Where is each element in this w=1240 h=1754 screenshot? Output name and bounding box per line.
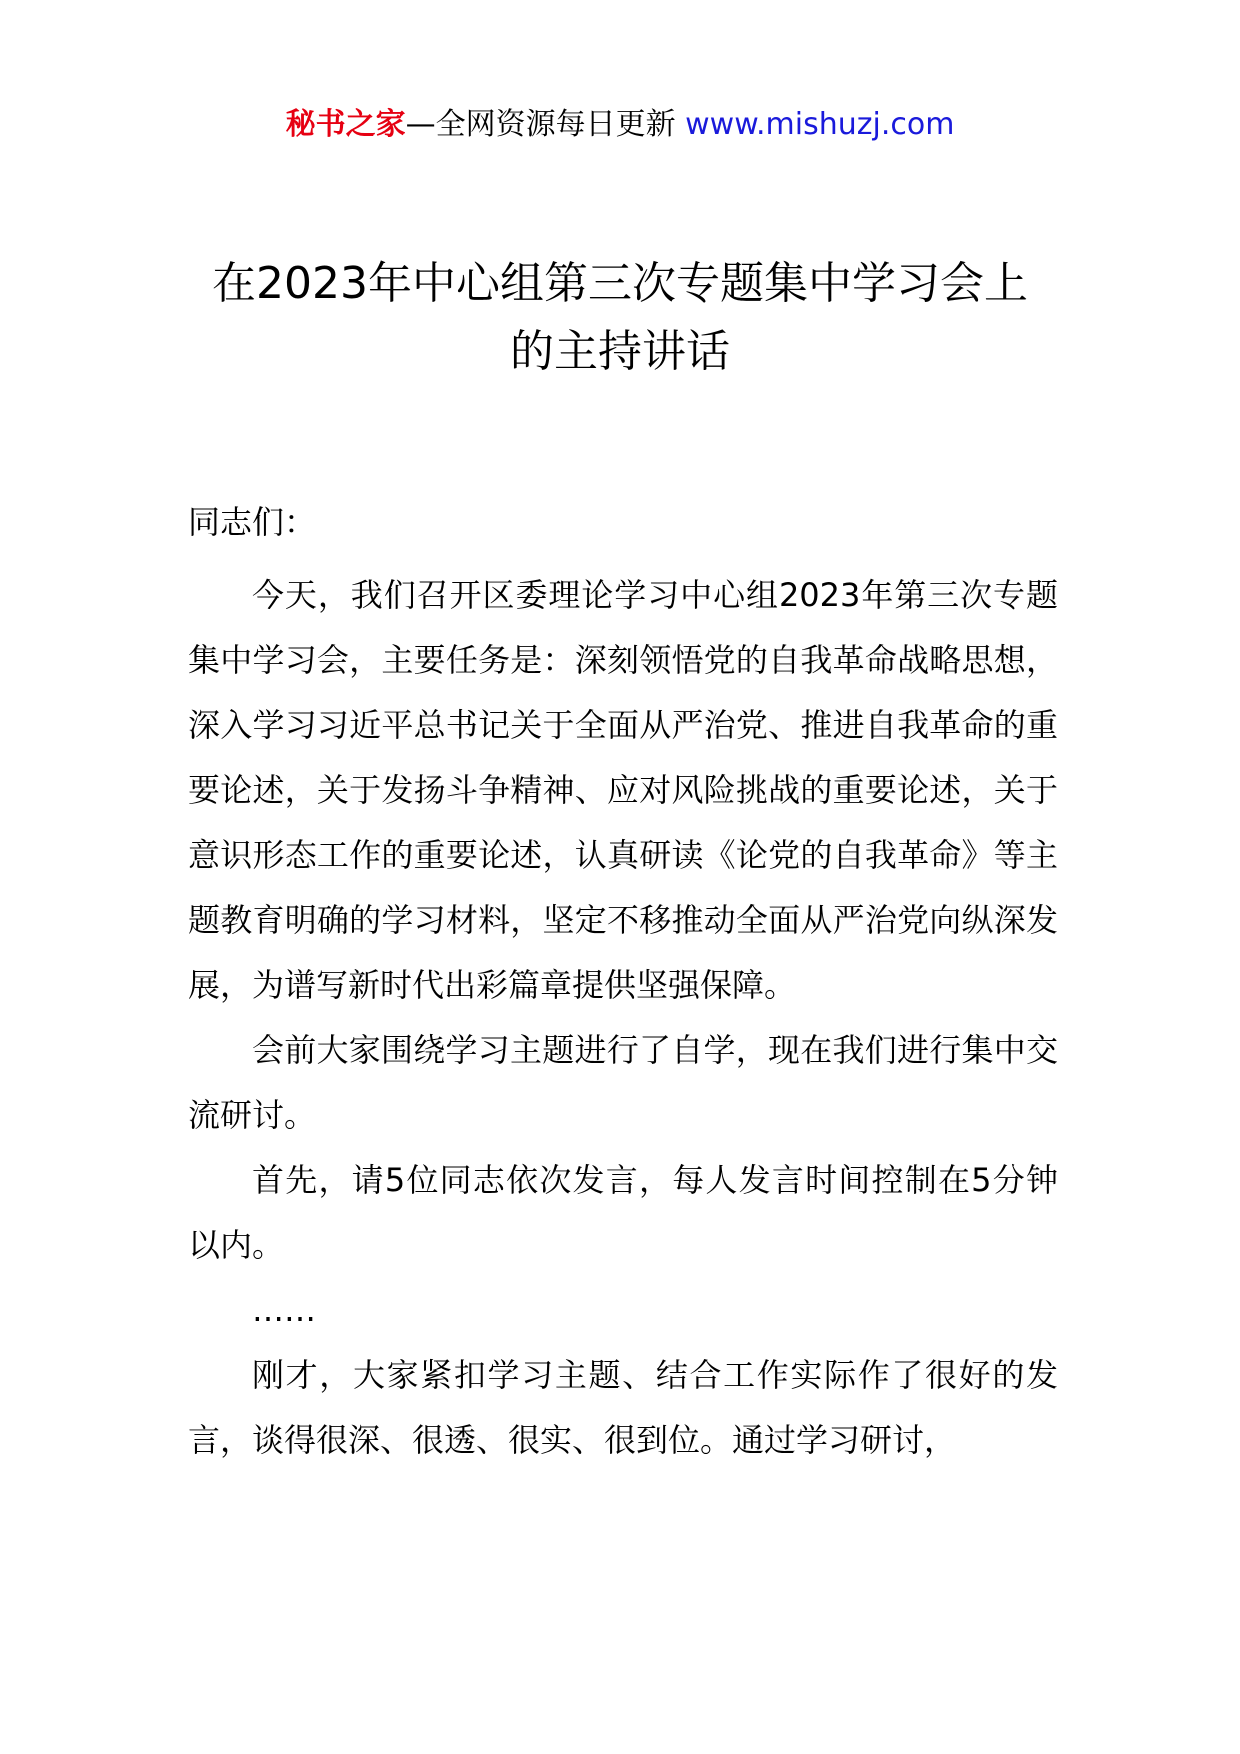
ellipsis-paragraph: …… xyxy=(252,1291,316,1329)
paragraph-1: 今天，我们召开区委理论学习中心组2023年第三次专题集中学习会，主要任务是：深刻领悟党的自我革命战略思想，深入学习习近平总书记关于全面从严治党、推进自我革命的重要论述，关于发扬斗争精神、应对风险挑战的重要论述，关于意识形态工作的重要论述，认真研读《论党的自我革命》等主题教育明确的学习材料，坚定不移推动全面从严治党向纵深发展，为谱写新时代出彩篇章提供坚强保障。 xyxy=(188,576,1058,1004)
paragraph-2: 会前大家围绕学习主题进行了自学，现在我们进行集中交流研讨。 xyxy=(188,1031,1058,1134)
header-slogan: —全网资源每日更新 xyxy=(405,107,676,142)
brand-name: 秘书之家 xyxy=(285,107,406,142)
paragraph-3: 首先，请5位同志依次发言，每人发言时间控制在5分钟以内。 xyxy=(188,1161,1058,1264)
document-title xyxy=(150,250,1090,386)
paragraph-4: 刚才，大家紧扣学习主题、结合工作实际作了很好的发言，谈得很深、很透、很实、很到位。通过学习研讨， xyxy=(188,1356,1058,1459)
title-line-2: 的主持讲话 xyxy=(510,326,730,377)
salutation: 同志们： xyxy=(188,503,317,541)
site-url-link[interactable]: www.mishuzj.com xyxy=(685,107,955,142)
site-header xyxy=(0,100,1240,150)
document-body xyxy=(188,490,1058,1473)
title-line-1: 在2023年中心组第三次专题集中学习会上 xyxy=(212,258,1028,309)
